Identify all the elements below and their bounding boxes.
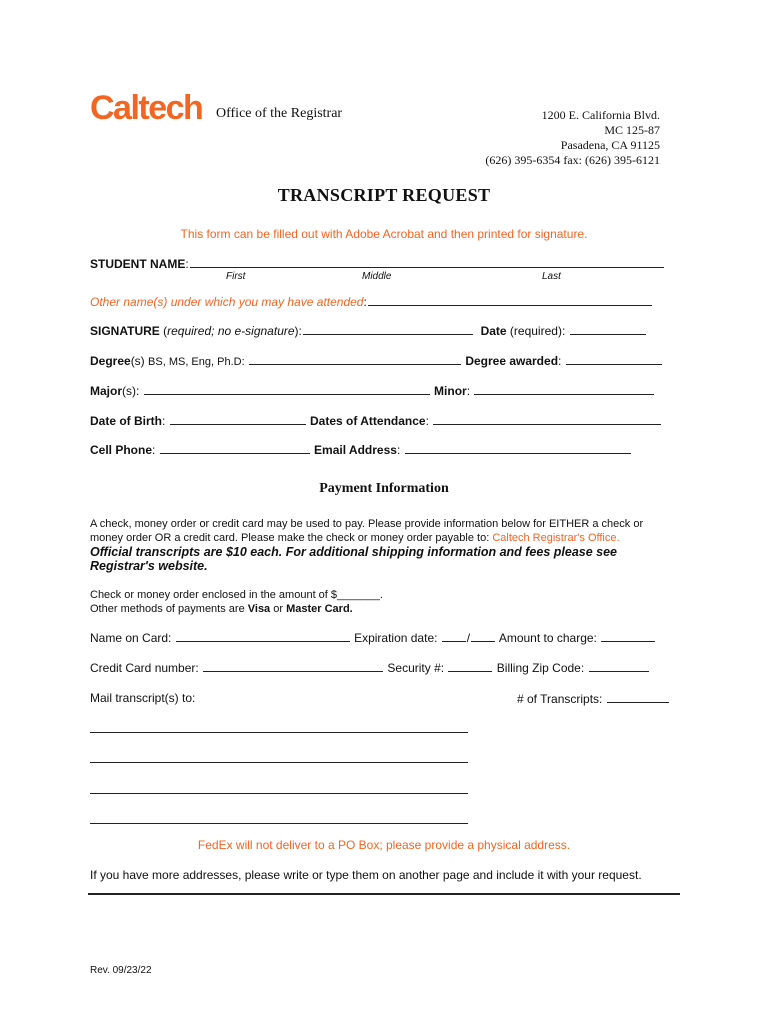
payment-para-2-text: money order OR a credit card. Please make the check or money order payable to: (90, 532, 493, 544)
expiration-month-field[interactable] (442, 630, 466, 642)
degree-row: Degree(s) BS, MS, Eng, Ph.D: Degree awarded: (90, 353, 663, 368)
caltech-logo: Caltech (90, 89, 203, 127)
address-field-1[interactable] (90, 732, 468, 733)
expiration-year-field[interactable] (471, 630, 495, 642)
num-transcripts-field[interactable] (607, 691, 669, 703)
payable-to: Caltech Registrar's Office. (492, 532, 620, 544)
signature-field[interactable] (303, 323, 473, 335)
other-names-field[interactable] (368, 294, 652, 306)
check-amount: Check or money order enclosed in the amount of $_______. (90, 589, 383, 601)
form-title: TRANSCRIPT REQUEST (277, 185, 491, 205)
acrobat-notice: This form can be filled out with Adobe Acrobat and then printed for signature. (180, 227, 588, 241)
amount-field[interactable] (601, 630, 655, 642)
mail-to-label: Mail transcript(s) to: (90, 691, 196, 705)
attendance-label: Dates of Attendance (310, 414, 426, 428)
name-on-card-field[interactable] (176, 630, 350, 642)
student-name-label: STUDENT NAME (90, 257, 186, 271)
first-label: First (226, 271, 246, 282)
revision-date: Rev. 09/23/22 (90, 965, 152, 976)
cell-row: Cell Phone: Email Address: (90, 442, 632, 457)
degree-awarded-label: Degree awarded (465, 354, 559, 368)
bottom-divider (88, 893, 680, 895)
address-line-1: 1200 E. California Blvd. (541, 108, 660, 122)
card-row-2 (90, 660, 650, 675)
address-line-2: MC 125-87 (604, 123, 660, 137)
degree-label: Degree (90, 354, 131, 368)
other-names-row: Other name(s) under which you may have attended: (90, 294, 653, 309)
middle-label: Middle (362, 271, 392, 282)
cell-field[interactable] (160, 442, 310, 454)
zip-field[interactable] (589, 660, 649, 672)
degree-awarded-field[interactable] (566, 353, 662, 365)
security-field[interactable] (448, 660, 492, 672)
payment-heading: Payment Information (319, 481, 449, 496)
major-field[interactable] (144, 383, 430, 395)
email-field[interactable] (405, 442, 631, 454)
more-addresses-note: If you have more addresses, please write or type them on another page and include it with your request. (90, 868, 642, 882)
cell-label: Cell Phone (90, 443, 153, 457)
student-name-field[interactable] (190, 256, 664, 268)
address-field-3[interactable] (90, 793, 468, 794)
num-transcripts-row (517, 691, 670, 706)
dob-row: Date of Birth: Dates of Attendance: (90, 413, 662, 428)
office-name: Office of the Registrar (216, 106, 343, 121)
minor-field[interactable] (474, 383, 654, 395)
address-line-3: Pasadena, CA 91125 (560, 138, 660, 152)
dob-label: Date of Birth (90, 414, 162, 428)
amount-label: Amount to charge: (498, 631, 597, 645)
fedex-note: FedEx will not deliver to a PO Box; please provide a physical address. (197, 838, 571, 852)
other-methods (90, 602, 353, 616)
payment-para-2 (90, 531, 620, 545)
signature-note: required; no e-signature (167, 324, 295, 338)
mastercard-label: Master Card. (286, 603, 353, 615)
fee-line-2: Registrar's website. (90, 559, 208, 573)
dob-field[interactable] (170, 413, 306, 425)
minor-label: Minor (434, 384, 467, 398)
zip-label: Billing Zip Code: (496, 661, 585, 675)
degree-types: BS, MS, Eng, Ph.D: (148, 356, 245, 368)
signature-label: SIGNATURE (90, 324, 160, 338)
cc-number-field[interactable] (203, 660, 383, 672)
payment-para-1: A check, money order or credit card may be used to pay. Please provide information below for EITHER a check or (90, 518, 644, 530)
date-label: Date (480, 324, 507, 338)
attendance-field[interactable] (433, 413, 661, 425)
date-field[interactable] (570, 323, 646, 335)
address-field-4[interactable] (90, 823, 468, 824)
major-row: Major(s): Minor: (90, 383, 655, 398)
major-label: Major (90, 384, 123, 398)
address-field-2[interactable] (90, 762, 468, 763)
security-label: Security #: (387, 661, 445, 675)
email-label: Email Address (314, 443, 397, 457)
student-name-row: STUDENT NAME: (90, 256, 665, 271)
visa-label: Visa (247, 603, 271, 615)
fee-line-1: Official transcripts are $10 each. For additional shipping information and fees please see (90, 545, 618, 559)
address-line-4: (626) 395-6354 fax: (626) 395-6121 (485, 153, 660, 167)
degree-suffix: (s) (130, 354, 145, 368)
other-methods-text: Other methods of payments are (90, 603, 248, 615)
num-transcripts-label: # of Transcripts: (517, 692, 603, 706)
last-label: Last (542, 271, 561, 282)
degree-field[interactable] (249, 353, 461, 365)
card-row-1: Name on Card: Expiration date: / Amount to charge: (90, 630, 656, 645)
cc-number-label: Credit Card number: (90, 661, 199, 675)
expiration-label: Expiration date: (354, 631, 438, 645)
major-suffix: (s): (122, 384, 140, 398)
name-on-card-label: Name on Card: (90, 631, 172, 645)
date-note: (required): (509, 324, 566, 338)
signature-row: SIGNATURE (required; no e-signature): Date (required): (90, 323, 647, 338)
other-names-label: Other name(s) under which you may have attended (90, 295, 364, 309)
or-text: or (270, 603, 287, 615)
